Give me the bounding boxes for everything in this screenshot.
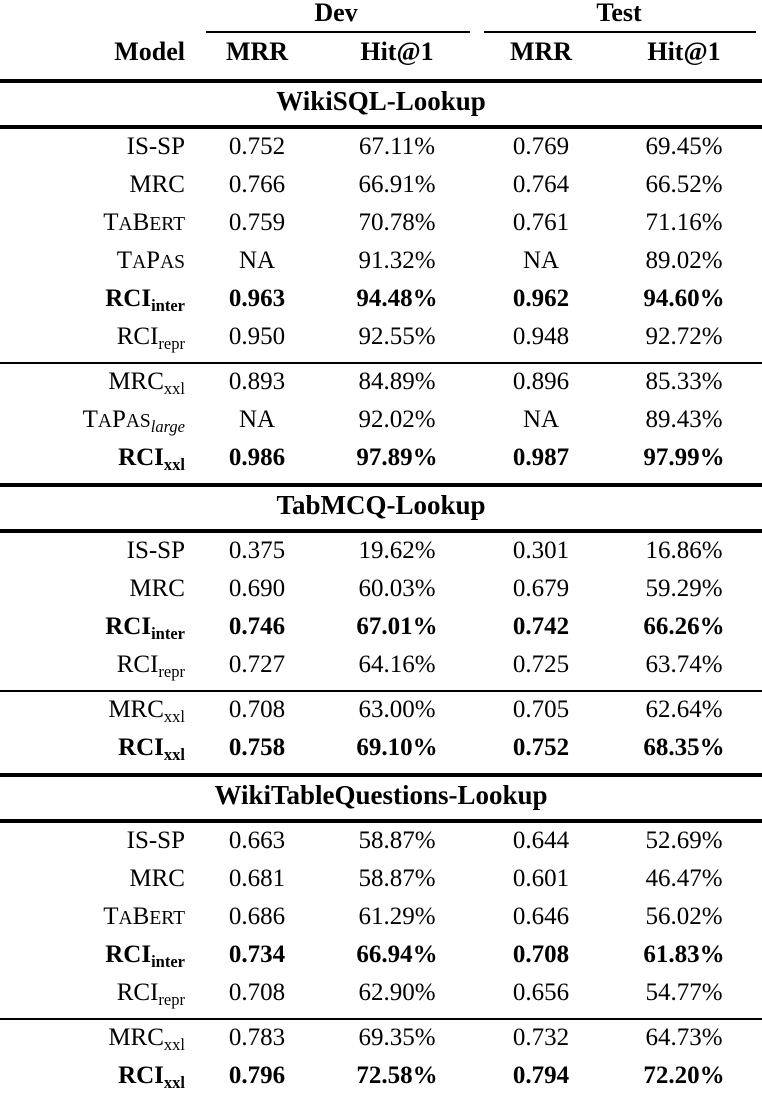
cell-dev-mrr: 0.663 [228,827,286,854]
model-name-base: RCI [105,613,152,640]
cell-test-hit: 16.86% [645,537,723,564]
horizontal-rule [0,1018,762,1020]
cell-test-hit: 71.16% [645,209,723,236]
model-name-base: IS-SP [126,827,185,854]
section-title: TabMCQ-Lookup [276,490,486,520]
table-row [0,942,762,980]
group-header-row [0,0,762,31]
cell-test-hit: 69.45% [645,133,723,160]
column-header-row [0,39,762,79]
cell-test-mrr: 0.644 [512,827,570,854]
horizontal-rule [0,819,762,823]
cell-dev-mrr: 0.708 [228,696,286,723]
cell-dev-mrr: 0.734 [228,941,286,968]
table-row [0,614,762,652]
model-name-subscript: xxl [163,744,185,764]
group-underline [206,31,470,33]
cell-test-hit: 66.26% [643,613,725,640]
cell-test-mrr: NA [522,247,560,274]
cell-dev-mrr: 0.727 [228,651,286,678]
column-header-test-hitat1: Hit@1 [647,37,721,66]
row-model-label [0,942,196,980]
row-model-label [0,210,196,248]
cell-dev-hit: 58.87% [358,865,436,892]
section-title-row [0,492,762,529]
model-name-base: RCI [116,979,159,1006]
cell-dev-mrr: 0.986 [228,444,286,471]
model-name-base: RCI [105,285,152,312]
model-name [105,285,185,315]
model-name-smallcaps: TAPAS [82,406,151,433]
cell-dev-hit: 60.03% [358,575,436,602]
model-name-base: RCI [118,1062,164,1089]
horizontal-rule [0,773,762,777]
model-name [108,696,185,726]
row-model-label [0,134,196,172]
model-name [127,133,185,160]
row-model-label [0,286,196,324]
model-name [129,865,185,892]
cell-dev-mrr: 0.796 [228,1062,286,1089]
table-row [0,210,762,248]
cell-test-hit: 68.35% [643,734,725,761]
cell-test-mrr: 0.725 [512,651,570,678]
table-row [0,1025,762,1063]
cell-dev-hit: 61.29% [358,903,436,930]
column-header-model: Model [114,37,185,66]
cell-test-hit: 59.29% [645,575,723,602]
cell-test-hit: 62.64% [645,696,723,723]
table-row [0,172,762,210]
cell-test-hit: 54.77% [645,979,723,1006]
model-name [118,1062,185,1092]
model-name-smallcaps: TAPAS [116,247,185,274]
cell-dev-mrr: NA [238,406,276,433]
cell-dev-mrr: 0.686 [228,903,286,930]
table-row [0,286,762,324]
cell-dev-hit: 66.94% [356,941,438,968]
cell-test-mrr: 0.708 [512,941,570,968]
cell-test-mrr: 0.732 [512,1024,570,1051]
cell-test-hit: 92.72% [645,323,723,350]
model-name-base: RCI [118,734,164,761]
row-model-label [0,248,196,286]
cell-dev-mrr: 0.752 [228,133,286,160]
horizontal-rule [0,529,762,533]
cell-dev-hit: 84.89% [358,368,436,395]
horizontal-rule [0,362,762,364]
model-name [108,368,185,398]
table-row [0,538,762,576]
cell-dev-hit: 19.62% [358,537,436,564]
table-row [0,735,762,773]
cell-dev-mrr: 0.759 [228,209,286,236]
model-name [117,247,185,274]
model-name-base: MRC [108,696,164,723]
cell-test-hit: 52.69% [645,827,723,854]
row-model-label [0,828,196,866]
row-model-label [0,866,196,904]
cell-dev-hit: 67.11% [358,133,436,160]
model-name [118,444,185,474]
model-name [118,734,185,764]
model-name-subscript: xxl [163,1072,185,1092]
cell-test-hit: 97.99% [643,444,725,471]
row-model-label [0,445,196,483]
cell-test-hit: 72.20% [643,1062,725,1089]
model-name-base: MRC [108,368,164,395]
model-name [105,613,185,643]
cell-test-hit: 63.74% [645,651,723,678]
model-name-base: RCI [116,323,159,350]
model-name-subscript: xxl [163,454,185,474]
cell-dev-mrr: 0.893 [228,368,286,395]
group-label-dev: Dev [314,0,358,27]
table-row [0,369,762,407]
model-name-base: MRC [129,575,185,602]
cell-test-hit: 85.33% [645,368,723,395]
cell-test-hit: 46.47% [645,865,723,892]
section-title: WikiTableQuestions-Lookup [214,780,548,810]
horizontal-rule [0,483,762,487]
model-name [103,903,185,930]
cell-dev-hit: 69.10% [356,734,438,761]
cell-test-mrr: 0.948 [512,323,570,350]
cell-dev-mrr: NA [238,247,276,274]
cell-dev-hit: 92.55% [358,323,436,350]
cell-test-mrr: 0.646 [512,903,570,930]
group-underline [484,31,756,33]
model-name-base: IS-SP [126,537,185,564]
row-model-label [0,1063,196,1101]
row-model-label [0,652,196,690]
table-row [0,407,762,445]
model-name-subscript: inter [151,295,185,315]
group-label-test: Test [596,0,642,27]
horizontal-rule [0,125,762,129]
cell-dev-mrr: 0.766 [228,171,286,198]
cell-test-mrr: 0.301 [512,537,570,564]
cell-dev-hit: 97.89% [356,444,438,471]
row-model-label [0,369,196,407]
model-name [105,941,185,971]
model-name-smallcaps: TABERT [103,903,185,930]
model-name-base: RCI [118,444,164,471]
cell-dev-hit: 91.32% [358,247,436,274]
section-title-row [0,782,762,819]
cell-test-mrr: 0.764 [512,171,570,198]
model-name [127,827,185,854]
group-header-spacer [0,0,196,31]
cell-test-mrr: 0.962 [512,285,570,312]
model-name-subscript: repr [158,661,185,681]
model-name [129,575,185,602]
cell-dev-mrr: 0.758 [228,734,286,761]
model-name [127,537,185,564]
model-name-base: MRC [129,171,185,198]
row-model-label [0,980,196,1018]
row-model-label [0,576,196,614]
cell-test-hit: 66.52% [645,171,723,198]
table-row [0,576,762,614]
cell-dev-hit: 58.87% [358,827,436,854]
cell-test-mrr: 0.679 [512,575,570,602]
model-name-subscript: xxl [163,378,185,398]
cell-test-hit: 89.02% [645,247,723,274]
model-name [129,171,185,198]
cell-dev-mrr: 0.746 [228,613,286,640]
cell-dev-mrr: 0.375 [228,537,286,564]
cell-test-hit: 94.60% [643,285,725,312]
row-model-label [0,735,196,773]
table-row [0,248,762,286]
model-name-subscript: xxl [163,1034,185,1054]
row-model-label [0,904,196,942]
cell-dev-mrr: 0.708 [228,979,286,1006]
model-name [116,323,185,353]
section-title: WikiSQL-Lookup [276,86,486,116]
horizontal-rule [0,690,762,692]
model-name-subscript: large [150,416,185,436]
cell-dev-mrr: 0.681 [228,865,286,892]
model-name-base: MRC [108,1024,164,1051]
table-row [0,1063,762,1101]
row-model-label [0,407,196,445]
cell-dev-hit: 69.35% [358,1024,436,1051]
cell-dev-mrr: 0.950 [228,323,286,350]
table-row [0,980,762,1018]
model-name [108,1024,185,1054]
model-name-base: RCI [116,651,159,678]
cell-dev-hit: 72.58% [356,1062,438,1089]
cell-test-hit: 89.43% [645,406,723,433]
row-model-label [0,172,196,210]
table-row [0,828,762,866]
cell-dev-hit: 64.16% [358,651,436,678]
table-row [0,324,762,362]
table-row [0,445,762,483]
cell-dev-hit: 67.01% [356,613,438,640]
cell-dev-hit: 92.02% [358,406,436,433]
cell-dev-hit: 66.91% [358,171,436,198]
cell-test-hit: 61.83% [643,941,725,968]
table-row [0,652,762,690]
row-model-label [0,538,196,576]
cell-dev-hit: 63.00% [358,696,436,723]
cell-test-mrr: 0.705 [512,696,570,723]
cell-test-mrr: 0.752 [512,734,570,761]
cell-test-hit: 64.73% [645,1024,723,1051]
table-row [0,697,762,735]
column-header-dev-hitat1: Hit@1 [360,37,434,66]
cell-dev-mrr: 0.690 [228,575,286,602]
model-name-subscript: xxl [163,706,185,726]
cell-dev-hit: 70.78% [358,209,436,236]
model-name-base: RCI [105,941,152,968]
cell-test-mrr: 0.601 [512,865,570,892]
model-name-subscript: repr [158,989,185,1009]
model-name [116,979,185,1009]
cell-dev-mrr: 0.963 [228,285,286,312]
cell-test-mrr: 0.742 [512,613,570,640]
table-row [0,866,762,904]
horizontal-rule [0,79,762,83]
model-name-smallcaps: TABERT [103,209,185,236]
model-name [82,406,185,436]
cell-dev-hit: 62.90% [358,979,436,1006]
model-name-base: IS-SP [126,133,185,160]
cell-test-mrr: 0.794 [512,1062,570,1089]
column-header-test-mrr: MRR [509,37,573,66]
cell-test-hit: 56.02% [645,903,723,930]
table-row [0,134,762,172]
cell-test-mrr: NA [522,406,560,433]
model-name-base: MRC [129,865,185,892]
row-model-label [0,614,196,652]
row-model-label [0,697,196,735]
cell-dev-hit: 94.48% [356,285,438,312]
row-model-label [0,1025,196,1063]
section-title-row [0,88,762,125]
model-name-subscript: inter [151,951,185,971]
cell-test-mrr: 0.896 [512,368,570,395]
model-name-subscript: inter [151,623,185,643]
table-row [0,904,762,942]
model-name-subscript: repr [158,333,185,353]
model-name [116,651,185,681]
cell-dev-mrr: 0.783 [228,1024,286,1051]
column-header-dev-mrr: MRR [225,37,289,66]
cell-test-mrr: 0.761 [512,209,570,236]
model-name [103,209,185,236]
cell-test-mrr: 0.769 [512,133,570,160]
cell-test-mrr: 0.656 [512,979,570,1006]
row-model-label [0,324,196,362]
cell-test-mrr: 0.987 [512,444,570,471]
